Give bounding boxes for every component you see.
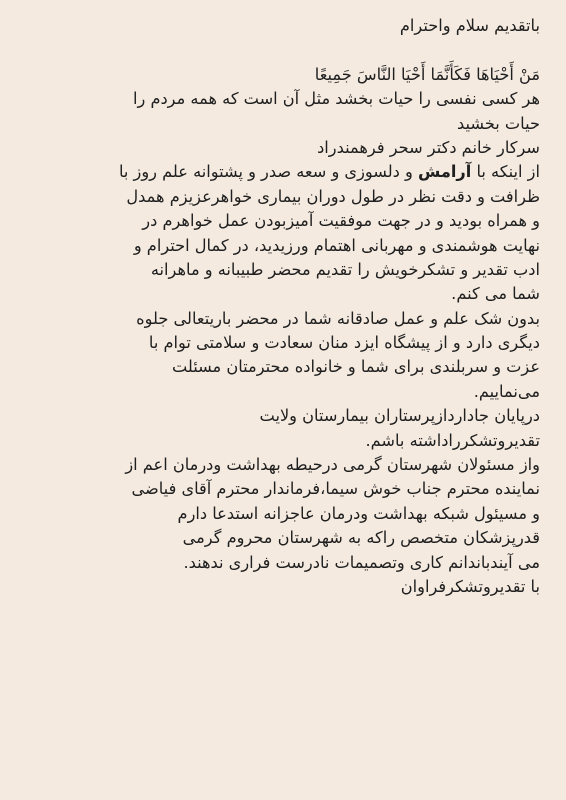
paragraph2-line-3: عزت و سربلندی برای شما و خانواده محترمتان مسئلت — [171, 357, 540, 377]
paragraph1-text-after: و دلسوزی و سعه صدر و پشتوانه علم روز با — [118, 162, 418, 182]
paragraph1-line-2: ظرافت و دقت نظر در طول دوران بیماری خواهرعزیزم همدل — [126, 186, 540, 206]
greeting-line: باتقدیم سلام واحترام — [399, 16, 540, 35]
paragraph4-line-5: می آیندباندانم کاری وتصمیمات نادرست فراری ندهند. — [183, 552, 540, 572]
paragraph4-line-1: واز مسئولان شهرستان گرمی درحیطه بهداشت ودرمان اعم از — [125, 455, 540, 475]
paragraph1-line-4: نهایت هوشمندی و مهربانی اهتمام ورزیدید، در کمال احترام و — [133, 235, 540, 255]
paragraph4-line-2: نماینده محترم جناب خوش سیما،فرماندار محترم آقای فیاضی — [131, 479, 540, 499]
paragraph2-line-4: می‌نماییم. — [473, 381, 540, 401]
verse-translation-line-2: حیات بخشید — [457, 113, 540, 133]
paragraph1-line-5: ادب تقدیر و تشکرخویش را تقدیم محضر طبیبانه و ماهرانه — [150, 259, 540, 279]
quran-verse: مَنْ أَحْيَاهَا فَكَأَنَّمَا أَحْيَا النَّاسَ جَمِيعًا — [314, 64, 540, 84]
paragraph1-line-6: شما می کنم. — [451, 284, 540, 304]
paragraph3-line-1: درپایان جادارداز‌پرستاران بیمارستان ولایت — [259, 406, 540, 426]
verse-translation-line-1: هر کسی نفسی را حیات بخشد مثل آن است که همه مردم را — [132, 89, 540, 109]
paragraph4-line-3: و مسیئول شبکه بهداشت ودرمان عاجزانه استدعا دارم — [177, 503, 540, 523]
paragraph3-line-2: تقدیروتشکرراداشته باشم. — [365, 430, 540, 450]
paragraph1-line-1 — [18, 160, 540, 184]
closing-line: با تقدیروتشکرفراوان — [400, 576, 540, 596]
paragraph1-line-3: و همراه بودید و در جهت موفقیت آمیزبودن عمل خواهرم در — [142, 211, 540, 231]
paragraph4-line-4: قدرپزشکان متخصص راکه به شهرستان محروم گرمی — [182, 528, 540, 548]
blank-line — [18, 38, 540, 62]
paragraph2-line-1: بدون شک علم و عمل صادقانه شما در محضر باریتعالی جلوه — [136, 308, 540, 328]
paragraph2-line-2: دیگری دارد و از پیشگاه ایزد منان سعادت و سلامتی توام با — [148, 333, 540, 353]
paragraph1-bold-word: آرامش — [417, 162, 472, 182]
addressee-line: سرکار خانم دکتر سحر فرهمندراد — [317, 137, 540, 157]
paragraph1-text-before: از اینکه با — [471, 162, 540, 182]
